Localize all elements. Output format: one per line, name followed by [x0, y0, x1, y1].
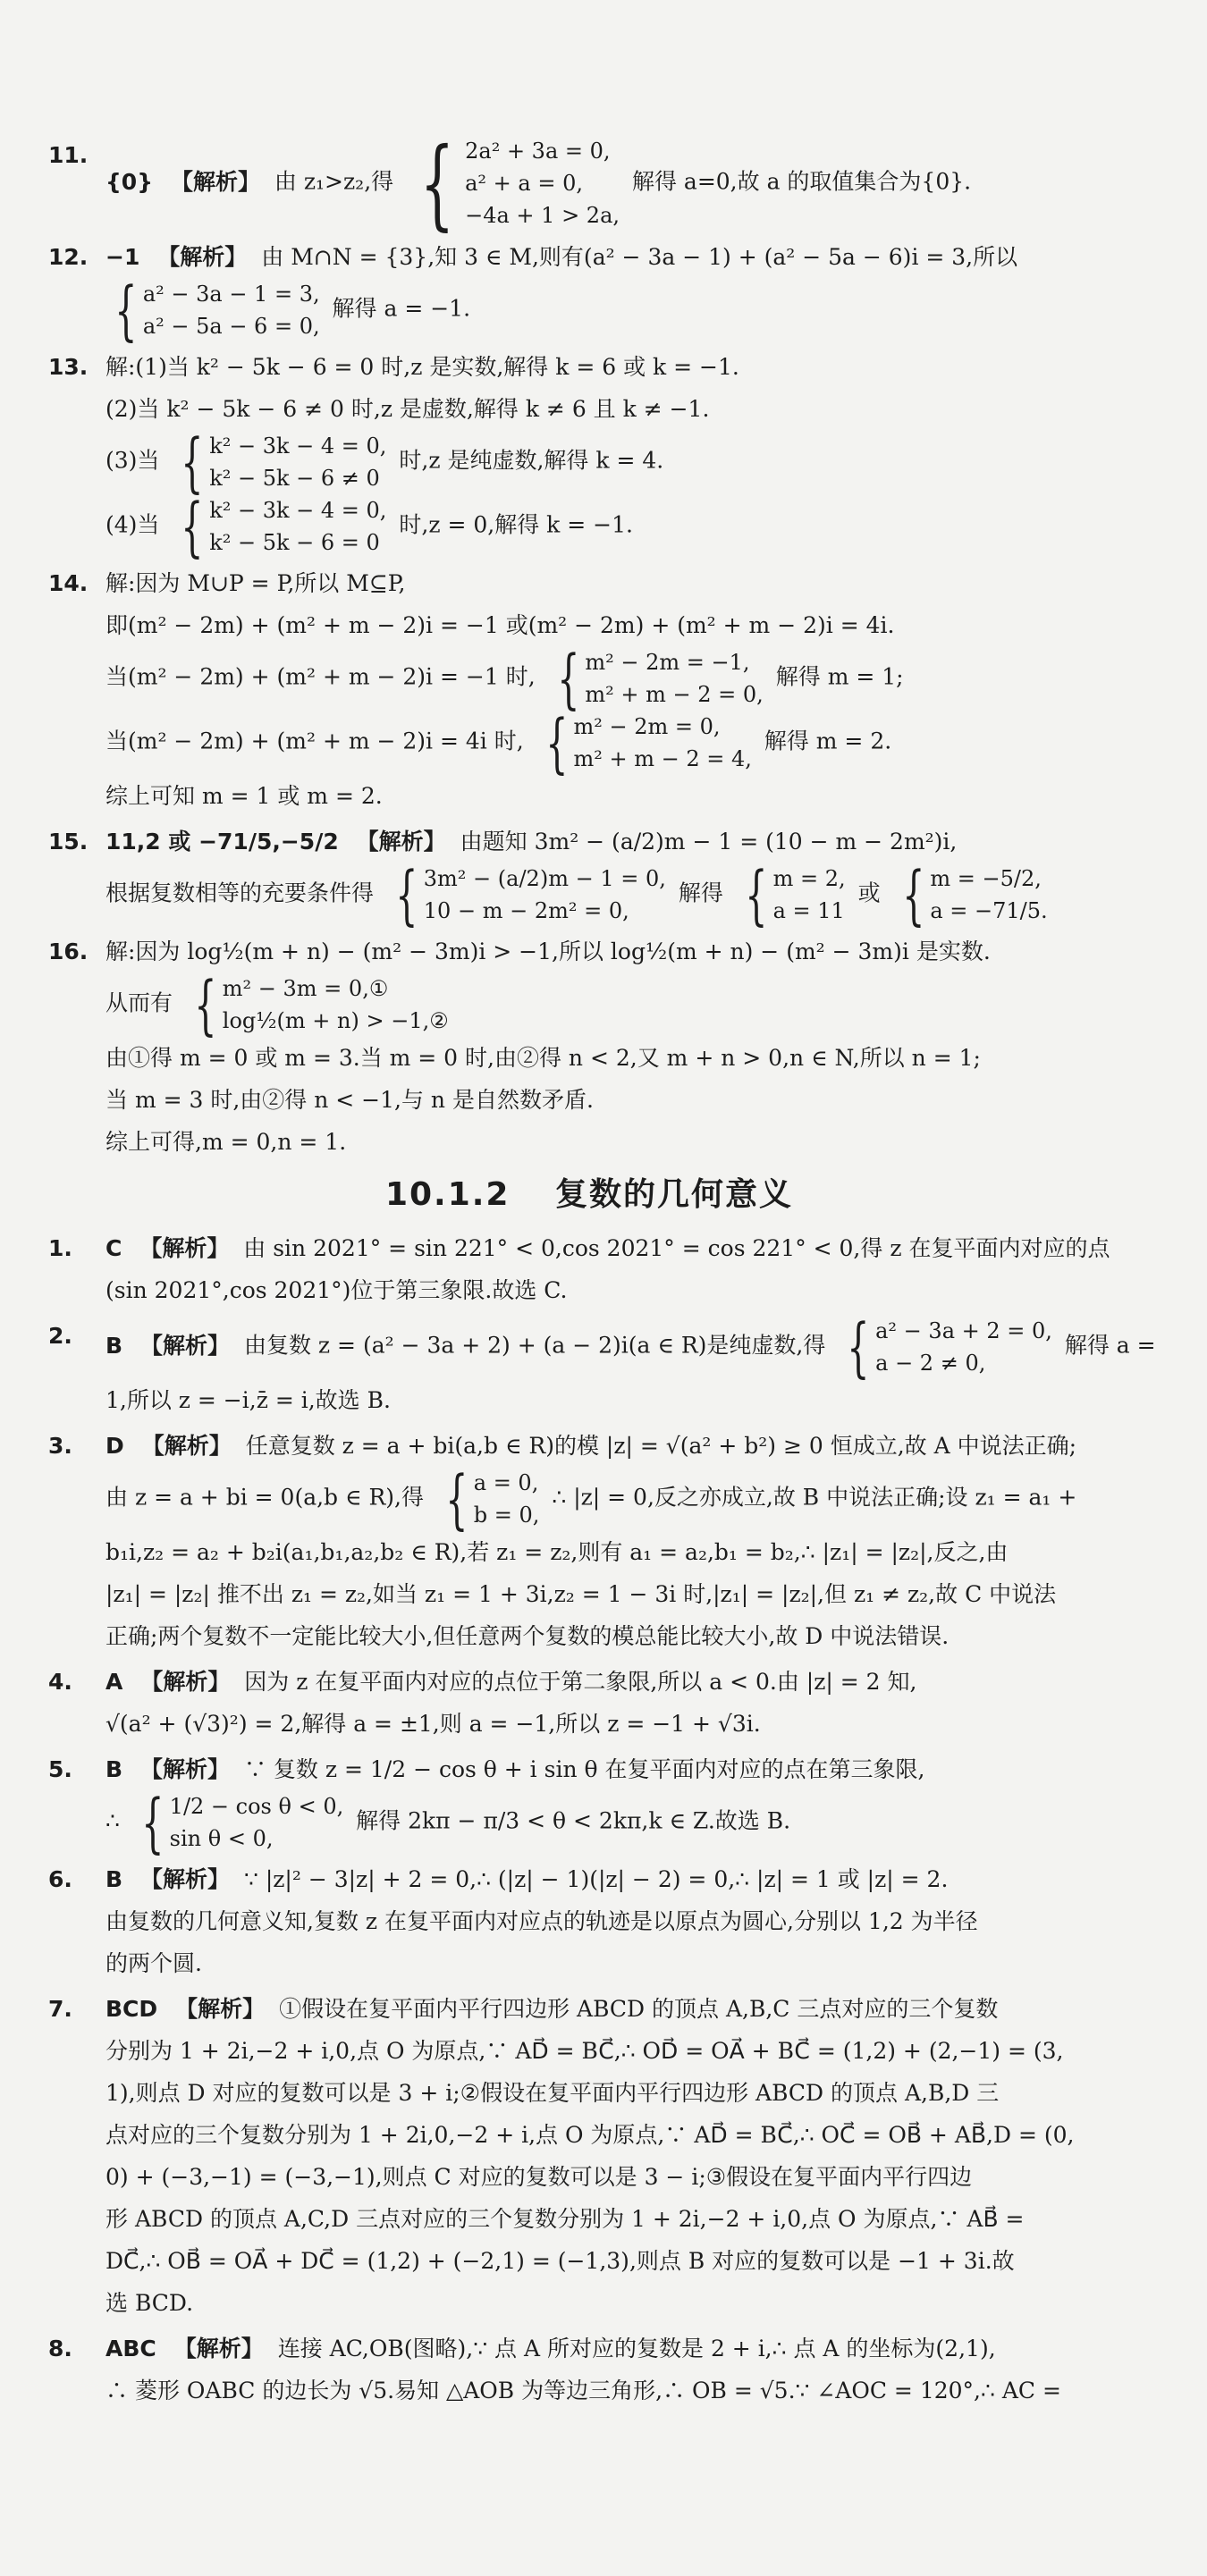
- text: 连接 AC,OB(图略),∵ 点 A 所对应的复数是 2 + i,∴ 点 A 的坐标为(2,1),: [277, 2336, 996, 2361]
- text-line: 1),则点 D 对应的复数可以是 3 + i;②假设在复平面内平行四边形 ABCD 的顶点 A,B,D 三: [106, 2080, 1000, 2106]
- analysis-tag: 【解析】: [141, 1433, 232, 1459]
- brace: {: [114, 273, 138, 348]
- text-line: 综上可知 m = 1 或 m = 2.: [106, 783, 383, 809]
- text: 因为 z 在复平面内对应的点位于第二象限,所以 a < 0.由 |z| = 2 知,: [244, 1669, 917, 1695]
- brace: {: [181, 489, 204, 564]
- text-line: 正确;两个复数不一定能比较大小,但任意两个复数的模总能比较大小,故 D 中说法错误.: [106, 1623, 950, 1649]
- text: 任意复数 z = a + bi(a,b ∈ R)的模 |z| = √(a² + b²) ≥ 0 恒成立,故 A 中说法正确;: [245, 1433, 1077, 1459]
- answer: D: [106, 1433, 124, 1459]
- text-line: 形 ABCD 的顶点 A,C,D 三点对应的三个复数分别为 1 + 2i,−2 + i,0,点 O 为原点,∵ AB⃗ =: [106, 2206, 1025, 2232]
- answer-item-2: [48, 1309, 1156, 1421]
- brace: {: [395, 857, 418, 932]
- answer-item-1: [48, 1227, 1144, 1311]
- text-line: 解:(1)当 k² − 5k − 6 = 0 时,z 是实数,解得 k = 6 或 k = −1.: [106, 354, 739, 380]
- equation: 10 − m − 2m² = 0,: [423, 898, 629, 923]
- answer-item-4: [48, 1661, 1144, 1745]
- text-line: 解:因为 log½(m + n) − (m² − 3m)i > −1,所以 log½(m + n) − (m² − 3m)i 是实数.: [106, 939, 991, 964]
- text: 时,z 是纯虚数,解得 k = 4.: [399, 447, 664, 474]
- text-line: 点对应的三个复数分别为 1 + 2i,0,−2 + i,点 O 为原点,∵ AD⃗ = BC⃗,∴ OC⃗ = OB⃗ + AB⃗,D = (0,: [106, 2122, 1075, 2148]
- item-number: 15.: [48, 829, 89, 854]
- answer-item-13: [48, 346, 1144, 564]
- text: ∵ |z|² − 3|z| + 2 = 0,∴ (|z| − 1)(|z| − 2) = 0,∴ |z| = 1 或 |z| = 2.: [243, 1866, 949, 1892]
- text: 解得 a=0,故 a 的取值集合为{0}.: [631, 168, 972, 195]
- text: ∴ |z| = 0,反之亦成立,故 B 中说法正确;设 z₁ = a₁ +: [552, 1484, 1077, 1511]
- answer: B: [106, 1866, 123, 1892]
- equation: sin θ < 0,: [169, 1826, 274, 1851]
- equation: k² − 3k − 4 = 0,: [209, 434, 387, 459]
- equation-system: [132, 1785, 344, 1860]
- equation: 1/2 − cos θ < 0,: [169, 1794, 344, 1819]
- text-line: √(a² + (√3)²) = 2,解得 a = ±1,则 a = −1,所以 z = −1 + √3i.: [106, 1711, 761, 1737]
- text-line: 当 m = 3 时,由②得 n < −1,与 n 是自然数矛盾.: [106, 1087, 594, 1113]
- answer: B: [106, 1756, 123, 1782]
- text: 由 z = a + bi = 0(a,b ∈ R),得: [106, 1484, 424, 1511]
- item-number: 4.: [48, 1669, 72, 1695]
- brace: {: [181, 425, 204, 500]
- section-number: 10.1.2: [384, 1176, 511, 1213]
- item-number: 14.: [48, 570, 89, 596]
- text-line: 综上可得,m = 0,n = 1.: [106, 1129, 347, 1155]
- analysis-tag: 【解析】: [173, 2336, 264, 2361]
- equation: 3m² − (a/2)m − 1 = 0,: [423, 866, 666, 891]
- text-line: |z₁| = |z₂| 推不出 z₁ = z₂,如当 z₁ = 1 + 3i,z₂ = 1 − 3i 时,|z₁| = |z₂|,但 z₁ ≠ z₂,故 C 中说法: [106, 1581, 1057, 1607]
- brace: {: [141, 1785, 165, 1860]
- equation: m² − 2m = −1,: [585, 650, 750, 675]
- equation: k² − 5k − 6 ≠ 0: [209, 466, 380, 491]
- item-number: 8.: [48, 2336, 72, 2361]
- item-number: 13.: [48, 354, 89, 380]
- brace: {: [901, 857, 925, 932]
- equation-system: [838, 1309, 1052, 1385]
- equation: a² − 5a − 6 = 0,: [142, 314, 320, 339]
- text: 当(m² − 2m) + (m² + m − 2)i = −1 时,: [106, 663, 536, 690]
- text-line: b₁i,z₂ = a₂ + b₂i(a₁,b₁,a₂,b₂ ∈ R),若 z₁ = z₂,则有 a₁ = a₂,b₁ = b₂,∴ |z₁| = |z₂|,反之,由: [106, 1539, 1009, 1565]
- text: (3)当: [106, 447, 160, 474]
- answer-item-7: [48, 1988, 1144, 2324]
- text-line: 1,所以 z = −i,z̄ = i,故选 B.: [106, 1387, 391, 1413]
- text: 解得 a =: [1064, 1332, 1156, 1359]
- text-line: 的两个圆.: [106, 1950, 202, 1976]
- equation: m² − 3m = 0,①: [222, 976, 389, 1001]
- section-heading: [34, 1168, 1144, 1222]
- text-line: 解:因为 M∪P = P,所以 M⊆P,: [106, 570, 406, 596]
- text: 解得 2kπ − π/3 < θ < 2kπ,k ∈ Z.故选 B.: [356, 1807, 791, 1834]
- answer-item-8: [48, 2328, 1144, 2412]
- answer: C: [106, 1235, 122, 1261]
- text: 由 sin 2021° = sin 221° < 0,cos 2021° = cos 221° < 0,得 z 在复平面内对应的点: [243, 1235, 1110, 1261]
- item-number: 1.: [48, 1235, 72, 1261]
- equation: k² − 3k − 4 = 0,: [209, 498, 387, 523]
- brace: {: [194, 967, 217, 1042]
- equation: a = −71/5.: [930, 898, 1048, 923]
- text-line: 由①得 m = 0 或 m = 3.当 m = 0 时,由②得 n < 2,又 m + n > 0,n ∈ N,所以 n = 1;: [106, 1045, 981, 1071]
- equation-system: [172, 425, 387, 500]
- text: 或: [857, 880, 881, 906]
- text: 由复数 z = (a² − 3a + 2) + (a − 2)i(a ∈ R)是纯虚数,得: [243, 1332, 826, 1359]
- item-number: 5.: [48, 1756, 72, 1782]
- text-line: DC⃗,∴ OB⃗ = OA⃗ + DC⃗ = (1,2) + (−2,1) = (−1,3),则点 B 对应的复数可以是 −1 + 3i.故: [106, 2248, 1015, 2274]
- equation: a² + a = 0,: [465, 171, 583, 196]
- brace: {: [419, 126, 455, 240]
- equation-system: [893, 857, 1048, 932]
- equation-system: [185, 967, 449, 1042]
- answer: A: [106, 1669, 123, 1695]
- answer-item-6: [48, 1858, 1144, 1984]
- text: 解得 m = 1;: [775, 663, 904, 690]
- text: 当(m² − 2m) + (m² + m − 2)i = 4i 时,: [106, 728, 524, 754]
- equation-system: [106, 273, 320, 348]
- equation: b = 0,: [473, 1503, 540, 1528]
- text: 解得 a = −1.: [332, 295, 471, 322]
- brace: {: [745, 857, 768, 932]
- equation-system: [536, 705, 752, 780]
- text: 解得 m = 2.: [764, 728, 892, 754]
- analysis-tag: 【解析】: [140, 1332, 231, 1359]
- equation: a² − 3a + 2 = 0,: [875, 1318, 1052, 1343]
- equation: a² − 3a − 1 = 3,: [142, 282, 320, 307]
- equation-system: [436, 1461, 540, 1536]
- answer-item-5: [48, 1748, 1144, 1860]
- analysis-tag: 【解析】: [175, 1996, 266, 2022]
- answer-item-12: [48, 236, 1144, 348]
- text-line: 由复数的几何意义知,复数 z 在复平面内对应点的轨迹是以原点为圆心,分别以 1,2 为半径: [106, 1908, 978, 1934]
- equation: m² + m − 2 = 4,: [573, 746, 752, 771]
- text: 由题知 3m² − (a/2)m − 1 = (10 − m − 2m²)i,: [460, 829, 958, 854]
- equation-system: [548, 641, 764, 716]
- equation: a = 0,: [473, 1470, 539, 1495]
- item-number: 7.: [48, 1996, 72, 2022]
- text: ∵ 复数 z = 1/2 − cos θ + i sin θ 在复平面内对应的点在第三象限,: [243, 1756, 925, 1782]
- analysis-tag: 【解析】: [170, 168, 260, 195]
- analysis-tag: 【解析】: [140, 1669, 231, 1695]
- item-number: 11.: [48, 142, 89, 168]
- equation: k² − 5k − 6 = 0: [209, 530, 380, 555]
- text: (4)当: [106, 511, 160, 538]
- item-number: 2.: [48, 1323, 72, 1349]
- text-line: 0) + (−3,−1) = (−3,−1),则点 C 对应的复数可以是 3 − i;③假设在复平面内平行四边: [106, 2164, 973, 2190]
- brace: {: [556, 641, 580, 716]
- equation-system: [172, 489, 387, 564]
- item-number: 12.: [48, 244, 89, 270]
- equation-system: [406, 126, 620, 240]
- answer-item-3: [48, 1425, 1144, 1657]
- equation-system: [736, 857, 846, 932]
- analysis-tag: 【解析】: [139, 1235, 230, 1261]
- text: 从而有: [106, 989, 173, 1016]
- answer-item-14: [48, 562, 1144, 817]
- text-line: 选 BCD.: [106, 2290, 194, 2316]
- analysis-tag: 【解析】: [140, 1866, 231, 1892]
- section-title: 复数的几何意义: [555, 1176, 794, 1213]
- text-line: 即(m² − 2m) + (m² + m − 2)i = −1 或(m² − 2m) + (m² + m − 2)i = 4i.: [106, 612, 895, 638]
- equation: a = 11: [772, 898, 845, 923]
- item-number: 6.: [48, 1866, 72, 1892]
- answer-item-16: [48, 930, 1144, 1163]
- answer: ABC: [106, 2336, 156, 2361]
- text: 由 z₁>z₂,得: [274, 168, 394, 195]
- answer: {0}: [106, 168, 153, 195]
- equation: m = 2,: [772, 866, 846, 891]
- text-line: (2)当 k² − 5k − 6 ≠ 0 时,z 是虚数,解得 k ≠ 6 且 k ≠ −1.: [106, 396, 710, 422]
- answer: 11,2 或 −71/5,−5/2: [106, 829, 339, 854]
- answer-item-15: [48, 821, 1144, 932]
- equation: log½(m + n) > −1,②: [222, 1008, 449, 1033]
- answer-item-11: [48, 126, 1144, 240]
- analysis-tag: 【解析】: [157, 244, 248, 270]
- text-line: (sin 2021°,cos 2021°)位于第三象限.故选 C.: [106, 1277, 568, 1303]
- item-number: 3.: [48, 1433, 72, 1459]
- brace: {: [847, 1309, 870, 1385]
- equation: a − 2 ≠ 0,: [875, 1351, 986, 1376]
- text-line: ∴ 菱形 OABC 的边长为 √5.易知 △AOB 为等边三角形,∴ OB = √5.∵ ∠AOC = 120°,∴ AC =: [106, 2378, 1061, 2403]
- answer: B: [106, 1332, 123, 1359]
- equation: 2a² + 3a = 0,: [465, 139, 611, 164]
- equation-system: [386, 857, 666, 932]
- equation: m = −5/2,: [930, 866, 1042, 891]
- text: 解得: [678, 880, 723, 906]
- text: 时,z = 0,解得 k = −1.: [399, 511, 633, 538]
- item-number: 16.: [48, 939, 89, 964]
- answer: BCD: [106, 1996, 158, 2022]
- text: 由 M∩N = {3},知 3 ∈ M,则有(a² − 3a − 1) + (a² − 5a − 6)i = 3,所以: [261, 244, 1018, 270]
- equation: m² + m − 2 = 0,: [585, 682, 764, 707]
- analysis-tag: 【解析】: [356, 829, 446, 854]
- analysis-tag: 【解析】: [140, 1756, 231, 1782]
- answer: −1: [106, 244, 140, 270]
- brace: {: [445, 1461, 468, 1536]
- text: ①假设在复平面内平行四边形 ABCD 的顶点 A,B,C 三点对应的三个复数: [279, 1996, 999, 2022]
- text-line: 分别为 1 + 2i,−2 + i,0,点 O 为原点,∵ AD⃗ = BC⃗,∴ OD⃗ = OA⃗ + BC⃗ = (1,2) + (2,−1) = (3,: [106, 2038, 1064, 2064]
- brace: {: [544, 705, 569, 780]
- equation: m² − 2m = 0,: [573, 714, 721, 739]
- equation: −4a + 1 > 2a,: [465, 203, 620, 228]
- text: ∴: [106, 1807, 120, 1834]
- text: 根据复数相等的充要条件得: [106, 880, 375, 906]
